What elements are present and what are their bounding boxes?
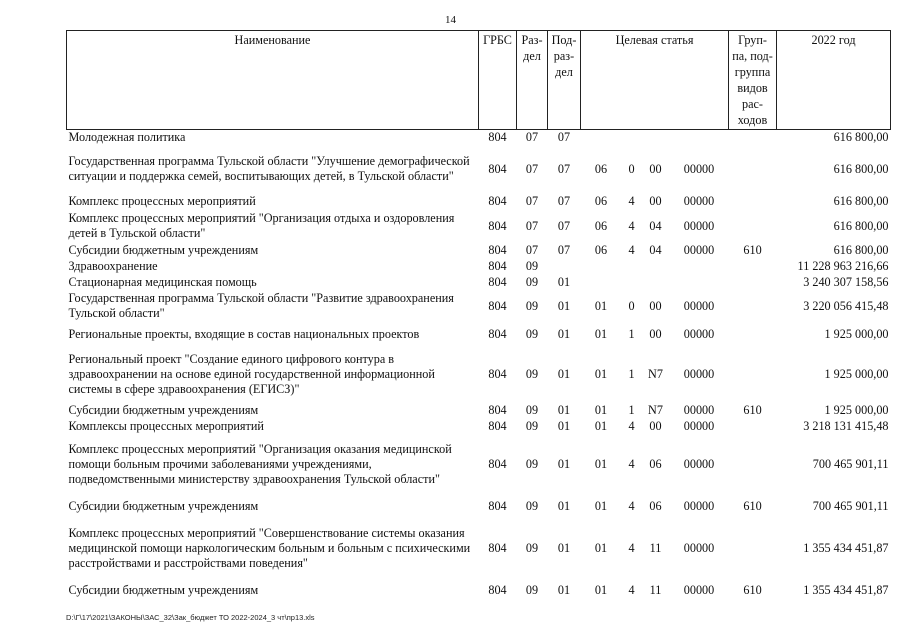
row-expense-type (729, 346, 777, 403)
row-program-code: 01 (594, 540, 608, 555)
row-podrazdel: 01 (557, 274, 571, 289)
row-name: Субсидии бюджетным учреждениям (68, 403, 259, 418)
table-row (67, 322, 891, 346)
row-grbs: 804 (488, 582, 507, 597)
row-name: Региональный проект "Создание единого цифрового контура в здравоохранении на основе единой государственной информационной системы в сфере здравоохранения (ЕГИСЗ)" (68, 351, 435, 397)
row-razdel: 09 (525, 326, 539, 341)
row-subprogram-code: 1 (628, 326, 635, 341)
row-expense-type (729, 145, 777, 193)
row-grbs: 804 (488, 130, 507, 144)
table-row (67, 403, 891, 418)
row-amount: 1 355 434 451,87 (803, 540, 889, 555)
table-row (67, 434, 891, 494)
row-name: Субсидии бюджетным учреждениям (68, 498, 259, 513)
row-grbs: 804 (488, 498, 507, 513)
file-path-footer: D:\Г\17\2021\ЗАКОНЫ\ЗАС_32\Зак_бюджет ТО 2022-2024_3 чт\пр13.xls (66, 613, 315, 622)
row-razdel: 09 (525, 456, 539, 471)
row-program-code: 01 (594, 298, 608, 313)
header-expense-group: Груп- па, под- группа видов рас- ходов (729, 31, 777, 130)
row-program-code: 01 (594, 498, 608, 513)
row-razdel: 09 (525, 367, 539, 382)
row-program-code: 01 (594, 403, 608, 418)
row-program-code (581, 274, 622, 290)
row-event-code: 11 (649, 540, 662, 555)
table-row (67, 258, 891, 274)
row-event-code: 00 (649, 326, 662, 341)
row-expense-type (729, 130, 777, 146)
row-direction-code: 00000 (683, 498, 715, 513)
row-podrazdel: 07 (557, 218, 571, 233)
row-amount: 3 218 131 415,48 (803, 418, 889, 433)
row-name: Комплекс процессных мероприятий "Совершенствование системы оказания медицинской помощи наркологическим больным и больным с психическими расстройствами и расстройствами поведения" (68, 525, 471, 570)
row-grbs: 804 (488, 418, 507, 433)
row-expense-type (729, 418, 777, 434)
row-amount: 616 800,00 (833, 218, 889, 233)
header-podrazdel: Под- раз- дел (548, 31, 581, 130)
row-podrazdel (548, 258, 581, 274)
row-direction-code: 00000 (683, 194, 715, 209)
table-row (67, 494, 891, 518)
row-razdel: 09 (525, 258, 539, 273)
row-podrazdel: 01 (557, 418, 571, 433)
table-header-row (67, 31, 891, 130)
row-razdel: 09 (525, 582, 539, 597)
row-name: Региональные проекты, входящие в состав национальных проектов (68, 326, 420, 341)
row-grbs: 804 (488, 540, 507, 555)
row-program-code: 01 (594, 582, 608, 597)
row-podrazdel: 07 (557, 194, 571, 209)
row-direction-code (670, 130, 729, 146)
row-amount: 1 925 000,00 (824, 403, 889, 418)
row-name: Комплекс процессных мероприятий (68, 194, 256, 209)
row-amount: 1 925 000,00 (824, 326, 889, 341)
row-subprogram-code: 1 (628, 367, 635, 382)
row-razdel: 09 (525, 403, 539, 418)
row-podrazdel: 01 (557, 540, 571, 555)
row-podrazdel: 07 (557, 130, 571, 144)
row-program-code: 06 (594, 218, 608, 233)
row-event-code: 11 (649, 582, 662, 597)
row-amount: 616 800,00 (833, 130, 889, 144)
row-program-code: 01 (594, 456, 608, 471)
row-direction-code: 00000 (683, 582, 715, 597)
table-row (67, 418, 891, 434)
row-expense-type: 610 (743, 242, 762, 257)
table-row (67, 578, 891, 602)
row-razdel: 07 (525, 161, 539, 176)
row-event-code (642, 258, 670, 274)
row-grbs: 804 (488, 456, 507, 471)
row-program-code: 06 (594, 194, 608, 209)
row-direction-code: 00000 (683, 242, 715, 257)
row-event-code: N7 (648, 403, 663, 418)
row-razdel: 07 (525, 242, 539, 257)
row-subprogram-code: 4 (628, 540, 635, 555)
row-subprogram-code (622, 130, 642, 146)
row-grbs: 804 (488, 326, 507, 341)
row-event-code: N7 (648, 367, 663, 382)
row-event-code (642, 130, 670, 146)
row-program-code (581, 130, 622, 146)
row-subprogram-code: 4 (628, 242, 635, 257)
row-subprogram-code: 4 (628, 498, 635, 513)
row-subprogram-code: 1 (628, 403, 635, 418)
row-direction-code: 00000 (683, 456, 715, 471)
budget-table (66, 30, 891, 602)
row-event-code (642, 274, 670, 290)
row-direction-code: 00000 (683, 326, 715, 341)
row-amount: 1 925 000,00 (824, 367, 889, 382)
row-amount: 1 355 434 451,87 (803, 582, 889, 597)
row-direction-code: 00000 (683, 540, 715, 555)
row-podrazdel: 01 (557, 498, 571, 513)
row-direction-code: 00000 (683, 298, 715, 313)
row-event-code: 00 (649, 161, 662, 176)
page-number: 14 (445, 14, 456, 26)
row-amount: 616 800,00 (833, 242, 889, 257)
row-name: Здравоохранение (68, 258, 158, 273)
row-subprogram-code (622, 258, 642, 274)
row-amount: 700 465 901,11 (812, 498, 889, 513)
row-podrazdel: 01 (557, 582, 571, 597)
row-expense-type (729, 518, 777, 578)
row-razdel: 07 (525, 194, 539, 209)
row-expense-type (729, 258, 777, 274)
row-razdel: 07 (525, 218, 539, 233)
row-amount: 616 800,00 (833, 161, 889, 176)
row-name: Комплекс процессных мероприятий "Организация оказания медицинской помощи больным прочими заболеваниями учреждениями, подведомственными министерству здравоохранения Тульской области" (68, 441, 452, 486)
row-podrazdel: 01 (557, 456, 571, 471)
row-event-code: 00 (649, 194, 662, 209)
row-grbs: 804 (488, 258, 507, 273)
table-row (67, 210, 891, 242)
row-grbs: 804 (488, 403, 507, 418)
row-amount: 11 228 963 216,66 (797, 258, 889, 273)
row-expense-type (729, 322, 777, 346)
row-expense-type (729, 290, 777, 322)
row-podrazdel: 01 (557, 326, 571, 341)
row-razdel: 09 (525, 540, 539, 555)
row-direction-code: 00000 (683, 403, 715, 418)
row-grbs: 804 (488, 242, 507, 257)
row-expense-type (729, 193, 777, 210)
row-subprogram-code: 4 (628, 456, 635, 471)
row-expense-type: 610 (743, 582, 762, 597)
row-direction-code (670, 258, 729, 274)
table-row (67, 274, 891, 290)
row-name: Субсидии бюджетным учреждениям (68, 242, 259, 257)
table-row (67, 130, 891, 146)
row-grbs: 804 (488, 161, 507, 176)
row-expense-type (729, 274, 777, 290)
row-direction-code (670, 274, 729, 290)
row-razdel: 09 (525, 418, 539, 433)
row-program-code: 06 (594, 242, 608, 257)
row-direction-code: 00000 (683, 218, 715, 233)
row-name: Государственная программа Тульской области "Развитие здравоохранения Тульской области" (68, 291, 454, 321)
row-event-code: 00 (649, 418, 662, 433)
row-name: Государственная программа Тульской области "Улучшение демографической ситуации и поддержка семей, воспитывающих детей, в Тульской области" (68, 154, 470, 184)
row-event-code: 06 (649, 456, 662, 471)
row-amount: 3 220 056 415,48 (803, 298, 889, 313)
row-razdel: 09 (525, 498, 539, 513)
table-row (67, 290, 891, 322)
row-subprogram-code (622, 274, 642, 290)
row-name: Молодежная политика (68, 130, 186, 144)
row-grbs: 804 (488, 367, 507, 382)
row-event-code: 04 (649, 242, 662, 257)
header-razdel: Раз- дел (517, 31, 548, 130)
row-podrazdel: 01 (557, 403, 571, 418)
row-podrazdel: 07 (557, 161, 571, 176)
row-expense-type: 610 (743, 498, 762, 513)
row-subprogram-code: 4 (628, 582, 635, 597)
row-razdel: 09 (525, 274, 539, 289)
row-name: Стационарная медицинская помощь (68, 274, 257, 289)
row-podrazdel: 01 (557, 298, 571, 313)
row-grbs: 804 (488, 218, 507, 233)
header-target-article: Целевая статья (581, 31, 729, 130)
row-expense-type (729, 210, 777, 242)
row-podrazdel: 01 (557, 367, 571, 382)
row-program-code (581, 258, 622, 274)
row-direction-code: 00000 (683, 367, 715, 382)
row-program-code: 01 (594, 326, 608, 341)
row-razdel: 07 (525, 130, 539, 144)
row-razdel: 09 (525, 298, 539, 313)
row-amount: 3 240 307 158,56 (803, 274, 889, 289)
row-subprogram-code: 4 (628, 194, 635, 209)
row-subprogram-code: 0 (628, 298, 635, 313)
header-year-2022: 2022 год (777, 31, 891, 130)
row-direction-code: 00000 (683, 161, 715, 176)
row-amount: 616 800,00 (833, 194, 889, 209)
table-row (67, 346, 891, 403)
row-subprogram-code: 0 (628, 161, 635, 176)
row-subprogram-code: 4 (628, 218, 635, 233)
row-grbs: 804 (488, 194, 507, 209)
row-event-code: 04 (649, 218, 662, 233)
header-name: Наименование (67, 31, 479, 130)
row-name: Комплексы процессных мероприятий (68, 418, 264, 433)
row-grbs: 804 (488, 298, 507, 313)
table-row (67, 518, 891, 578)
row-grbs: 804 (488, 274, 507, 289)
row-name: Комплекс процессных мероприятий "Организация отдыха и оздоровления детей в Тульской области" (68, 211, 455, 241)
table-row (67, 242, 891, 258)
row-expense-type: 610 (743, 403, 762, 418)
header-grbs: ГРБС (479, 31, 517, 130)
table-row (67, 145, 891, 193)
row-program-code: 06 (594, 161, 608, 176)
row-subprogram-code: 4 (628, 418, 635, 433)
row-program-code: 01 (594, 418, 608, 433)
row-name: Субсидии бюджетным учреждениям (68, 582, 259, 597)
row-program-code: 01 (594, 367, 608, 382)
row-podrazdel: 07 (557, 242, 571, 257)
row-event-code: 00 (649, 298, 662, 313)
row-expense-type (729, 434, 777, 494)
row-direction-code: 00000 (683, 418, 715, 433)
table-row (67, 193, 891, 210)
row-event-code: 06 (649, 498, 662, 513)
row-amount: 700 465 901,11 (812, 456, 889, 471)
